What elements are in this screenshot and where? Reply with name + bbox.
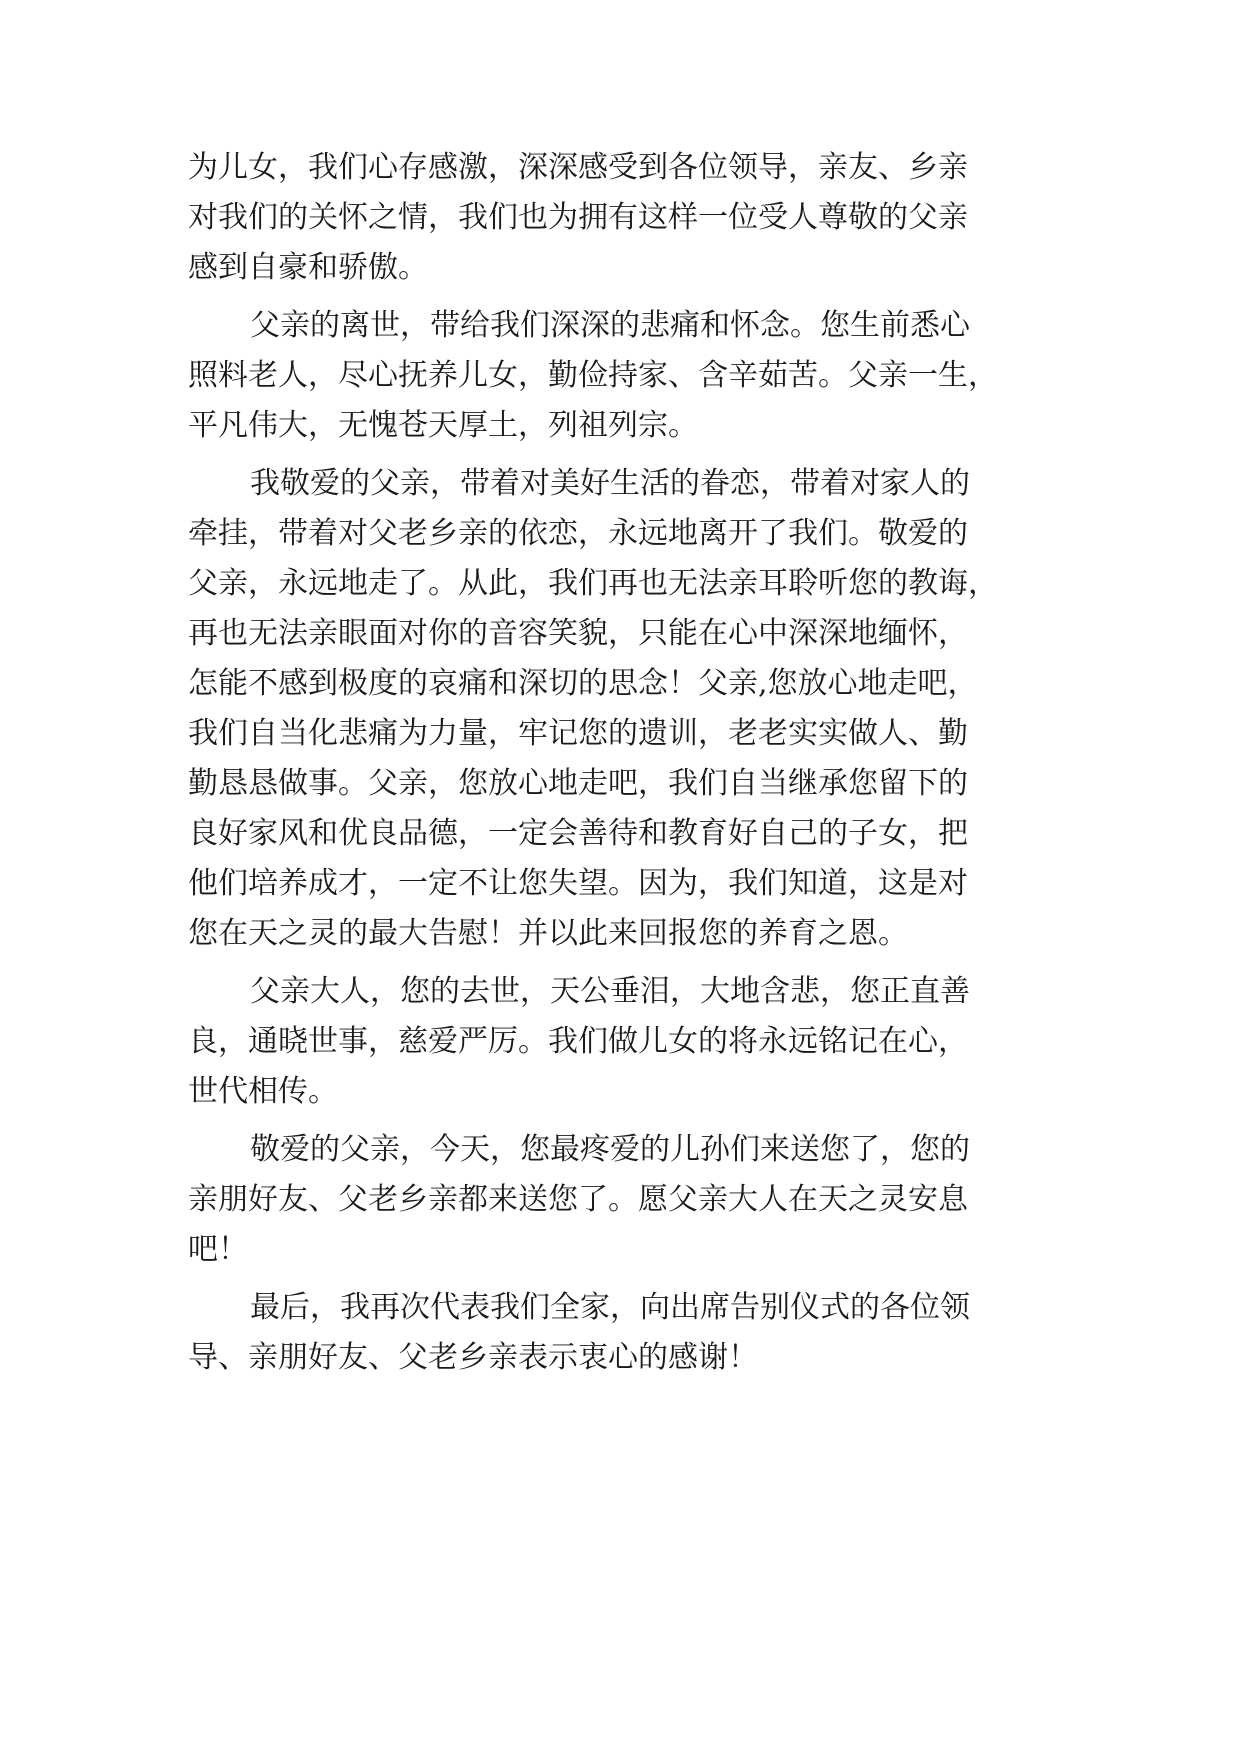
text-line: 导、亲朋好友、父老乡亲表示衷心的感谢！ (188, 1340, 758, 1375)
text-line: 良好家风和优良品德，一定会善待和教育好自己的子女，把 (188, 816, 968, 851)
text-line: 亲朋好友、父老乡亲都来送您了。愿父亲大人在天之灵安息 (188, 1182, 968, 1217)
paragraph-first-line: 最后，我再次代表我们全家，向出席告别仪式的各位领 (250, 1290, 970, 1325)
text-line: 吧！ (188, 1232, 248, 1267)
text-line: 您在天之灵的最大告慰！并以此来回报您的养育之恩。 (188, 916, 908, 951)
text-line: 照料老人，尽心抚养儿女，勤俭持家、含辛茹苦。父亲一生， (188, 358, 998, 393)
text-line: 为儿女，我们心存感激，深深感受到各位领导，亲友、乡亲 (188, 150, 968, 185)
paragraph-first-line: 父亲大人，您的去世，天公垂泪，大地含悲，您正直善 (250, 974, 970, 1009)
text-line: 勤恳恳做事。父亲，您放心地走吧，我们自当继承您留下的 (188, 766, 968, 801)
paragraph-first-line: 父亲的离世，带给我们深深的悲痛和怀念。您生前悉心 (250, 308, 970, 343)
text-line: 怎能不感到极度的哀痛和深切的思念！父亲,您放心地走吧， (188, 666, 978, 701)
paragraph-first-line: 我敬爱的父亲，带着对美好生活的眷恋，带着对家人的 (250, 466, 970, 501)
text-line: 对我们的关怀之情，我们也为拥有这样一位受人尊敬的父亲 (188, 200, 968, 235)
text-line: 牵挂，带着对父老乡亲的依恋，永远地离开了我们。敬爱的 (188, 516, 968, 551)
text-line: 感到自豪和骄傲。 (188, 250, 428, 285)
text-line: 平凡伟大，无愧苍天厚土，列祖列宗。 (188, 408, 698, 443)
paragraph-first-line: 敬爱的父亲，今天，您最疼爱的儿孙们来送您了，您的 (250, 1132, 970, 1167)
text-line: 父亲，永远地走了。从此，我们再也无法亲耳聆听您的教诲， (188, 566, 998, 601)
text-line: 良，通晓世事，慈爱严厉。我们做儿女的将永远铭记在心， (188, 1024, 968, 1059)
text-line: 我们自当化悲痛为力量，牢记您的遗训，老老实实做人、勤 (188, 716, 968, 751)
text-line: 再也无法亲眼面对你的音容笑貌，只能在心中深深地缅怀， (188, 616, 968, 651)
text-line: 世代相传。 (188, 1074, 338, 1109)
text-line: 他们培养成才，一定不让您失望。因为，我们知道，这是对 (188, 866, 968, 901)
